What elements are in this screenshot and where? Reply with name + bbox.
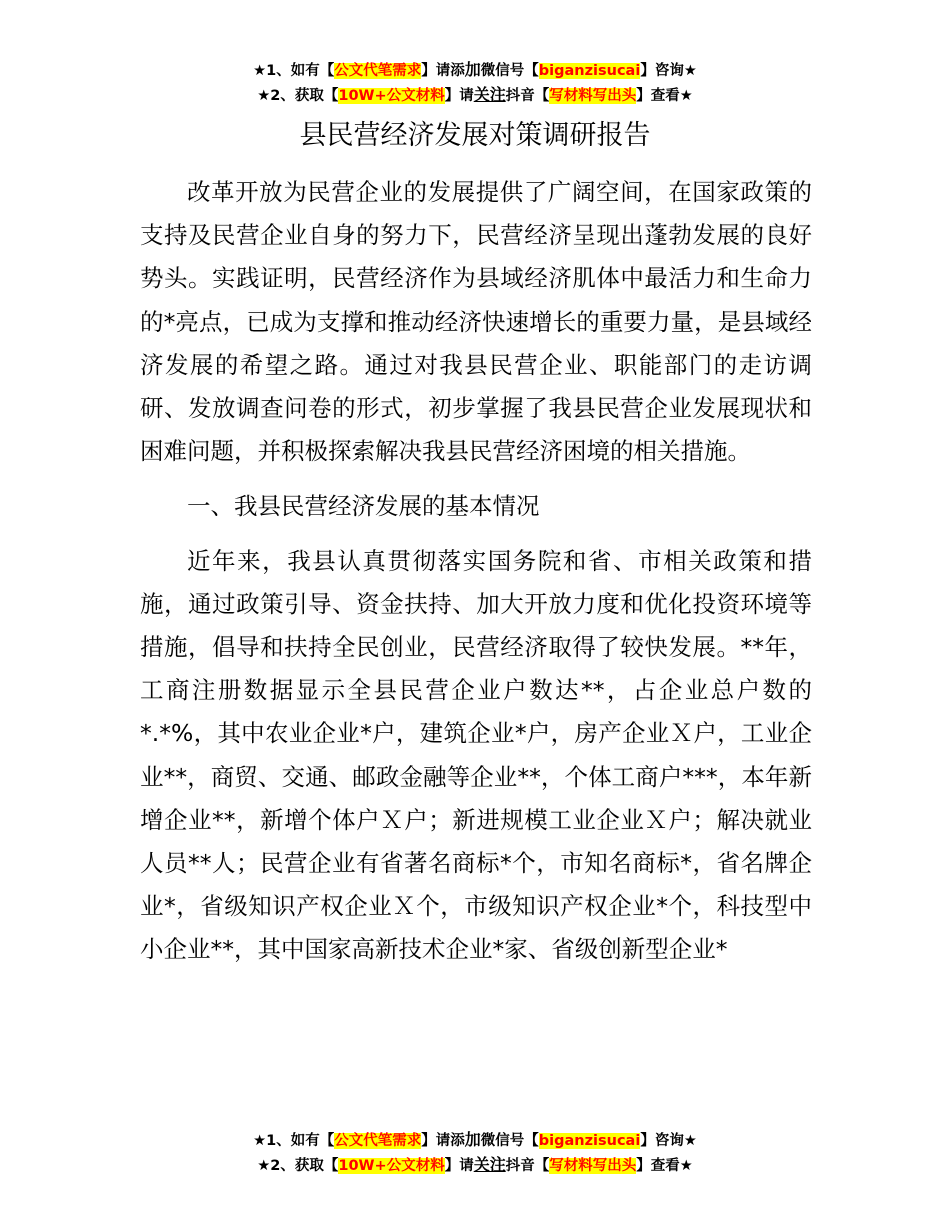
banner-text: 】请添 [421, 63, 465, 79]
banner-emphasis: 加 [464, 1130, 481, 1149]
banner-text: 微信号【 [480, 63, 539, 79]
footer-banner [0, 1128, 950, 1178]
banner-text: 】咨询★ [640, 63, 697, 79]
banner-text: 】请 [444, 1158, 474, 1174]
banner-highlight: 10W+公文材料 [338, 88, 445, 104]
banner-text: 】请 [444, 88, 474, 104]
banner-wechat-id: biganzisucai [538, 63, 641, 79]
banner-text: 微信号【 [480, 1133, 539, 1149]
banner-text: 】查看★ [636, 88, 693, 104]
document-body [140, 171, 812, 972]
banner-highlight: 公文代笔需求 [334, 1133, 422, 1149]
paragraph-intro: 改革开放为民营企业的发展提供了广阔空间，在国家政策的支持及民营企业自身的努力下，民营经济呈现出蓬勃发展的良好势头。实践证明，民营经济作为县域经济肌体中最活力和生命力的*亮点，已成为支撑和推动经济快速增长的重要力量，是县域经济发展的希望之路。通过对我县民营企业、职能部门的走访调研、发放调查问卷的形式，初步掌握了我县民营企业发展现状和困难问题，并积极探索解决我县民营经济困境的相关措施。 [140, 178, 812, 466]
banner-highlight: 公文代笔需求 [334, 63, 422, 79]
banner-text: ★1、如有【 [253, 63, 335, 79]
banner-text: 】咨询★ [640, 1133, 697, 1149]
banner-text: 抖音【 [505, 1158, 550, 1174]
banner-text: 】查看★ [636, 1158, 693, 1174]
banner-text: ★2、获取【 [257, 1158, 339, 1174]
banner-emphasis: 关注 [473, 1155, 506, 1174]
banner-emphasis: 加 [464, 60, 481, 79]
banner-line-1 [0, 1128, 950, 1153]
banner-line-1 [0, 58, 950, 83]
banner-douyin-id: 写材料写出头 [549, 88, 637, 104]
banner-text: ★2、获取【 [257, 88, 339, 104]
document-title: 县民营经济发展对策调研报告 [299, 120, 651, 151]
banner-wechat-id: biganzisucai [538, 1133, 641, 1149]
paragraph-basic-situation: 近年来，我县认真贯彻落实国务院和省、市相关政策和措施，通过政策引导、资金扶持、加大开放力度和优化投资环境等措施，倡导和扶持全民创业，民营经济取得了较快发展。**年，工商注册数据显示全县民营企业户数达**，占企业总户数的*.*%，其中农业企业*户，建筑企业*户，房产企业Ｘ户，工业企业**，商贸、交通、邮政金融等企业**，个体工商户***，本年新增企业**，新增个体户Ｘ户；新进规模工业企业Ｘ户；解决就业人员**人；民营企业有省著名商标*个，市知名商标*，省名牌企业*，省级知识产权企业Ｘ个，市级知识产权企业*个，科技型中小企业**，其中国家高新技术企业*家、省级创新型企业* [140, 546, 812, 964]
banner-douyin-id: 写材料写出头 [549, 1158, 637, 1174]
banner-text: 抖音【 [505, 88, 550, 104]
header-banner [0, 58, 950, 108]
banner-line-2 [0, 83, 950, 108]
banner-line-2 [0, 1153, 950, 1178]
section-heading: 一、我县民营经济发展的基本情况 [187, 492, 540, 521]
banner-text: ★1、如有【 [253, 1133, 335, 1149]
banner-text: 】请添 [421, 1133, 465, 1149]
banner-highlight: 10W+公文材料 [338, 1158, 445, 1174]
banner-emphasis: 关注 [473, 85, 506, 104]
